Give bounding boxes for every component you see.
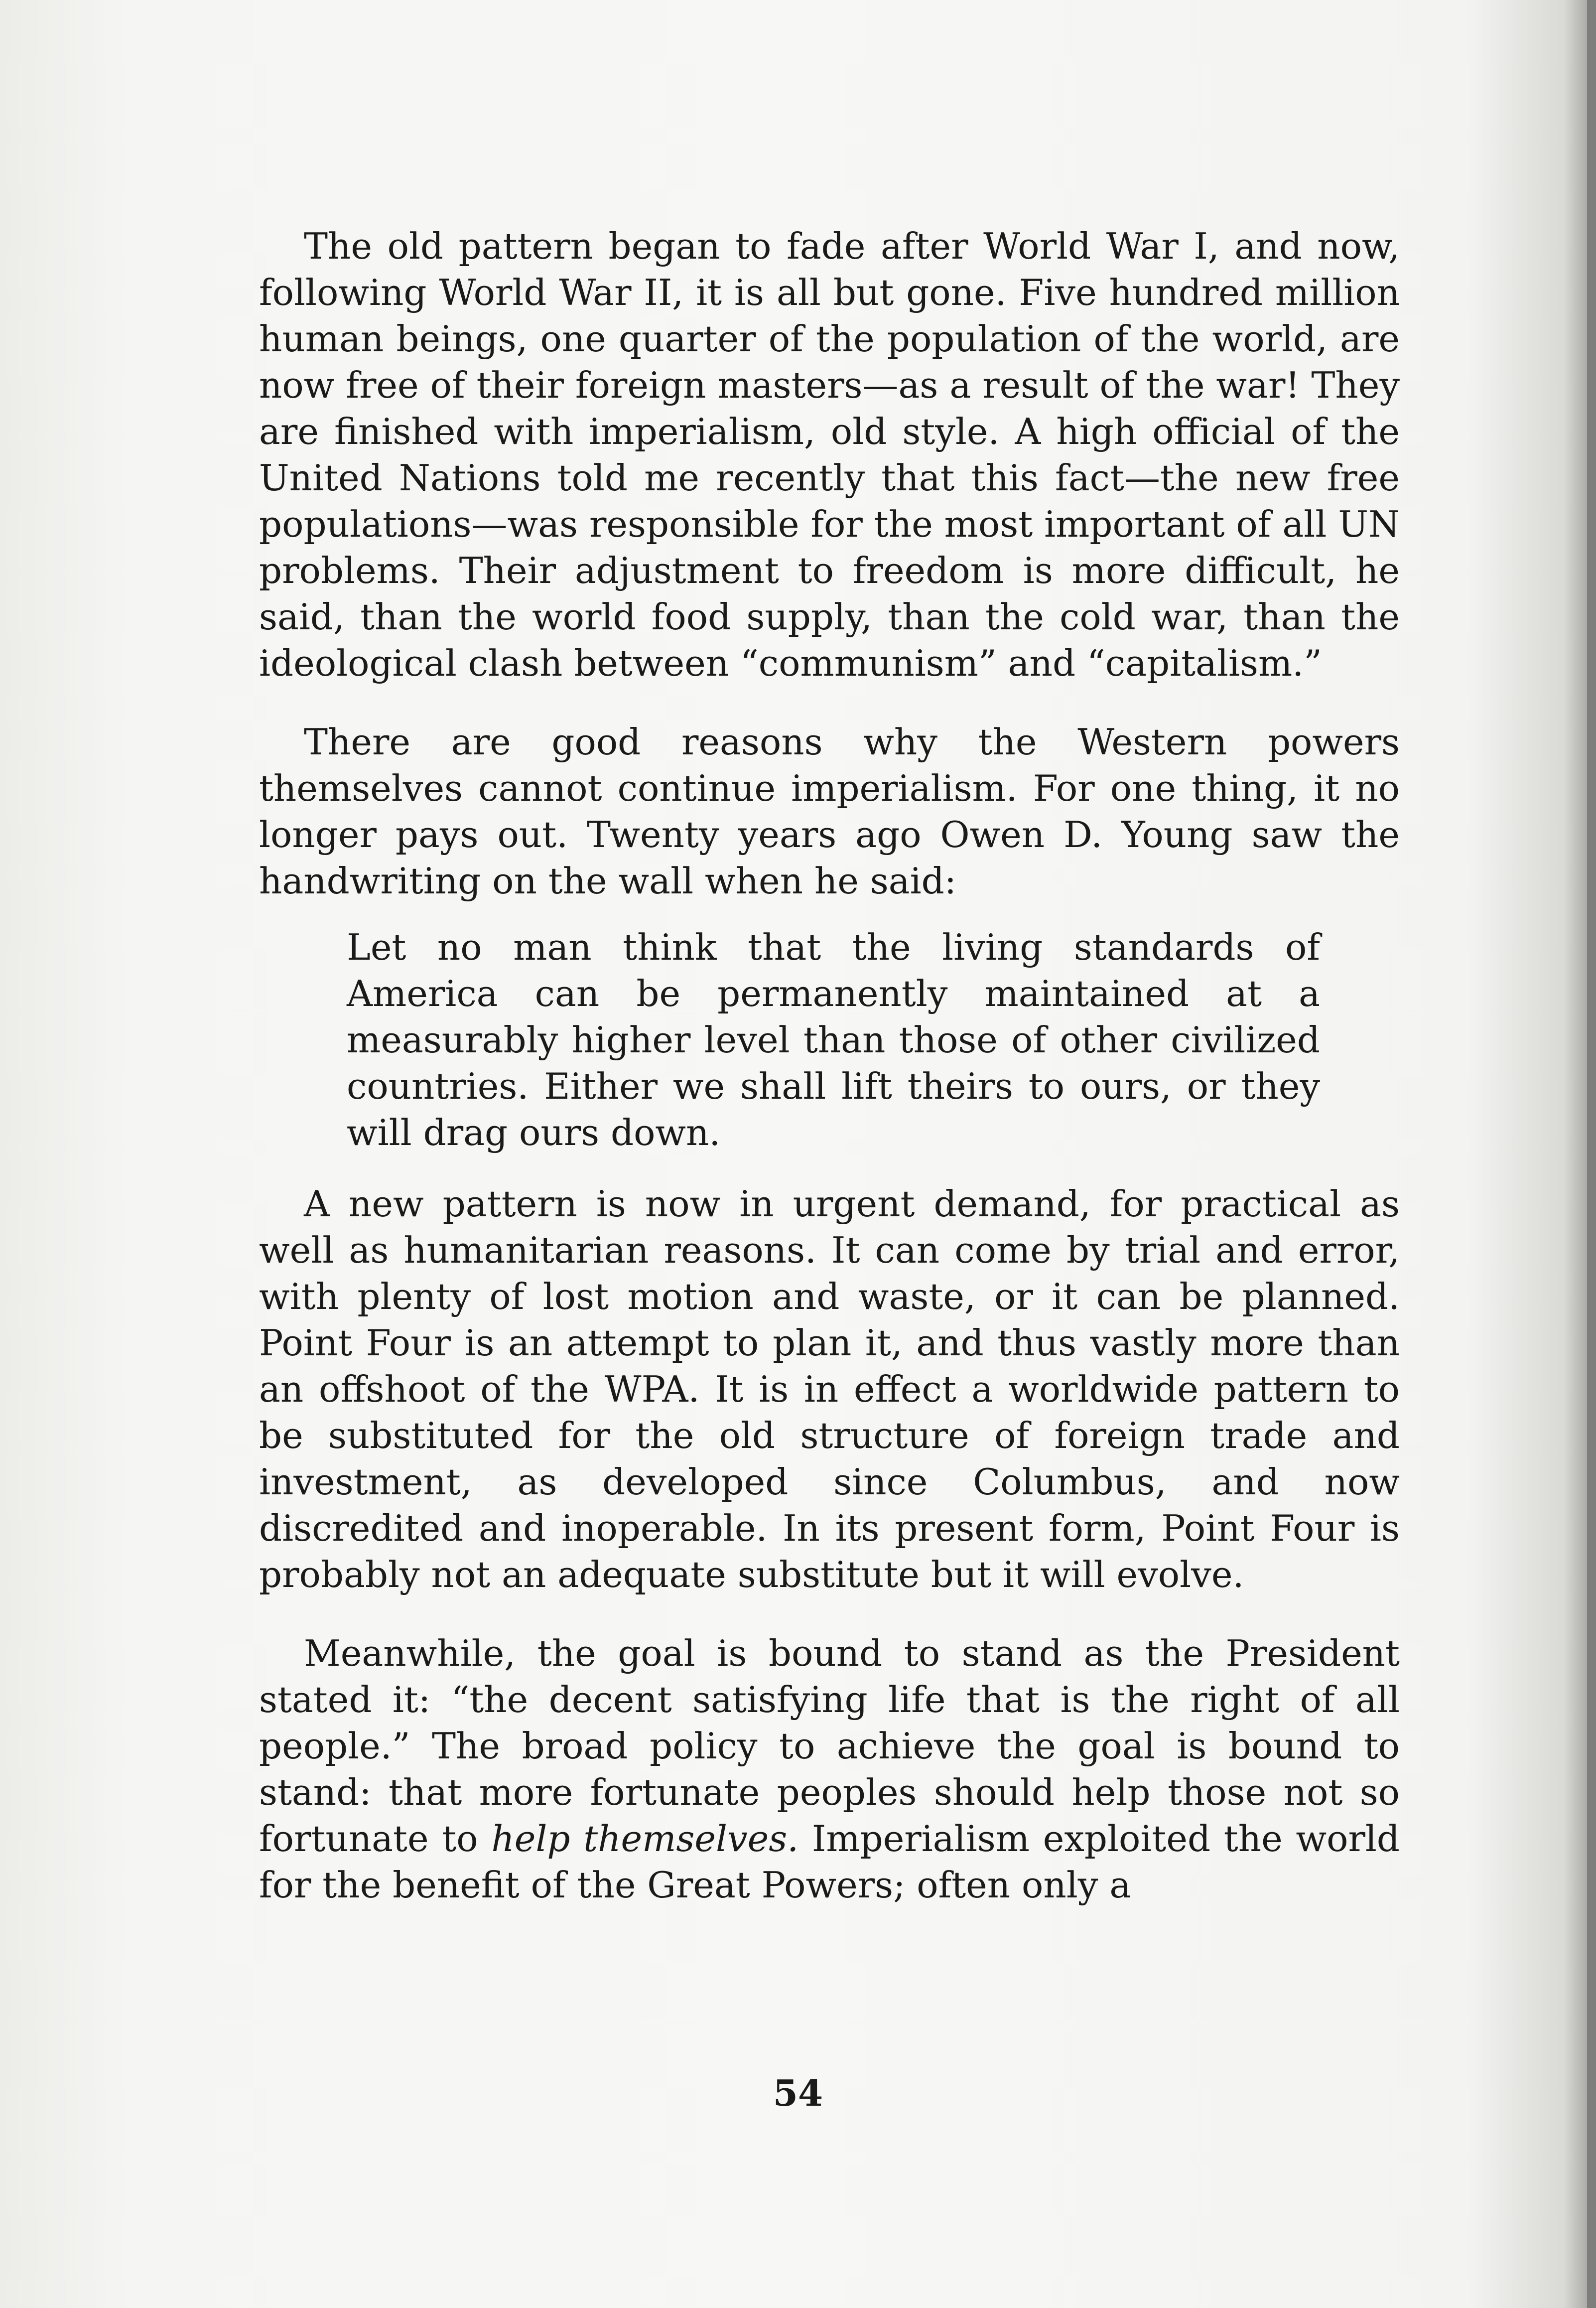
page-number: 54	[773, 2072, 823, 2114]
body-text	[259, 223, 1400, 1908]
block-quote-owen-young: Let no man think that the living standards of America can be permanently maintained at a measurably higher level than those of other civilized countries. Either we shall lift theirs to ours, or they will drag ours down.	[347, 926, 1320, 1154]
paragraph-western-powers: There are good reasons why the Western powers themselves cannot continue imperialism. For one thing, it no longer pays out. Twenty years ago Owen D. Young saw the handwriting on the wall when he said:	[259, 721, 1400, 902]
paragraph-meanwhile	[259, 1630, 1400, 1908]
paragraph-meanwhile-start: Meanwhile, the goal is bound to stand as the President stated it: “the decent satisfying life that is the right of all people.” The broad policy to achieve the goal is bound to stand: that more fortunate peoples should help those not so fortunate to	[259, 1632, 1400, 1860]
paragraph-meanwhile-end: Imperialism exploited the world for the benefit of the Great Powers; often only a	[259, 1818, 1400, 1906]
paragraph-old-pattern: The old pattern began to fade after World War I, and now, following World War II, it is all but gone. Five hundred million human beings, one quarter of the population of the world, are now free of their foreign masters—as a result of the war! They are finished with imperialism, old style. A high official of the United Nations told me recently that this fact—the new free populations—was responsible for the most important of all UN problems. Their adjustment to freedom is more difficult, he said, than the world food supply, than the cold war, than the ideological clash between “communism” and “capitalism.”	[259, 225, 1400, 684]
italic-emphasis: help themselves.	[491, 1818, 799, 1860]
page-edge-shadow	[1587, 0, 1596, 2308]
paragraph-new-pattern: A new pattern is now in urgent demand, for practical as well as humanitarian reasons. It can come by trial and error, with plenty of lost motion and waste, or it can be planned. Point Four is an attempt to plan it, and thus vastly more than an offshoot of the WPA. It is in effect a worldwide pattern to be substituted for the old structure of foreign trade and investment, as developed since Columbus, and now discredited and inoperable. In its present form, Point Four is probably not an adequate substitute but it will evolve.	[259, 1183, 1400, 1595]
